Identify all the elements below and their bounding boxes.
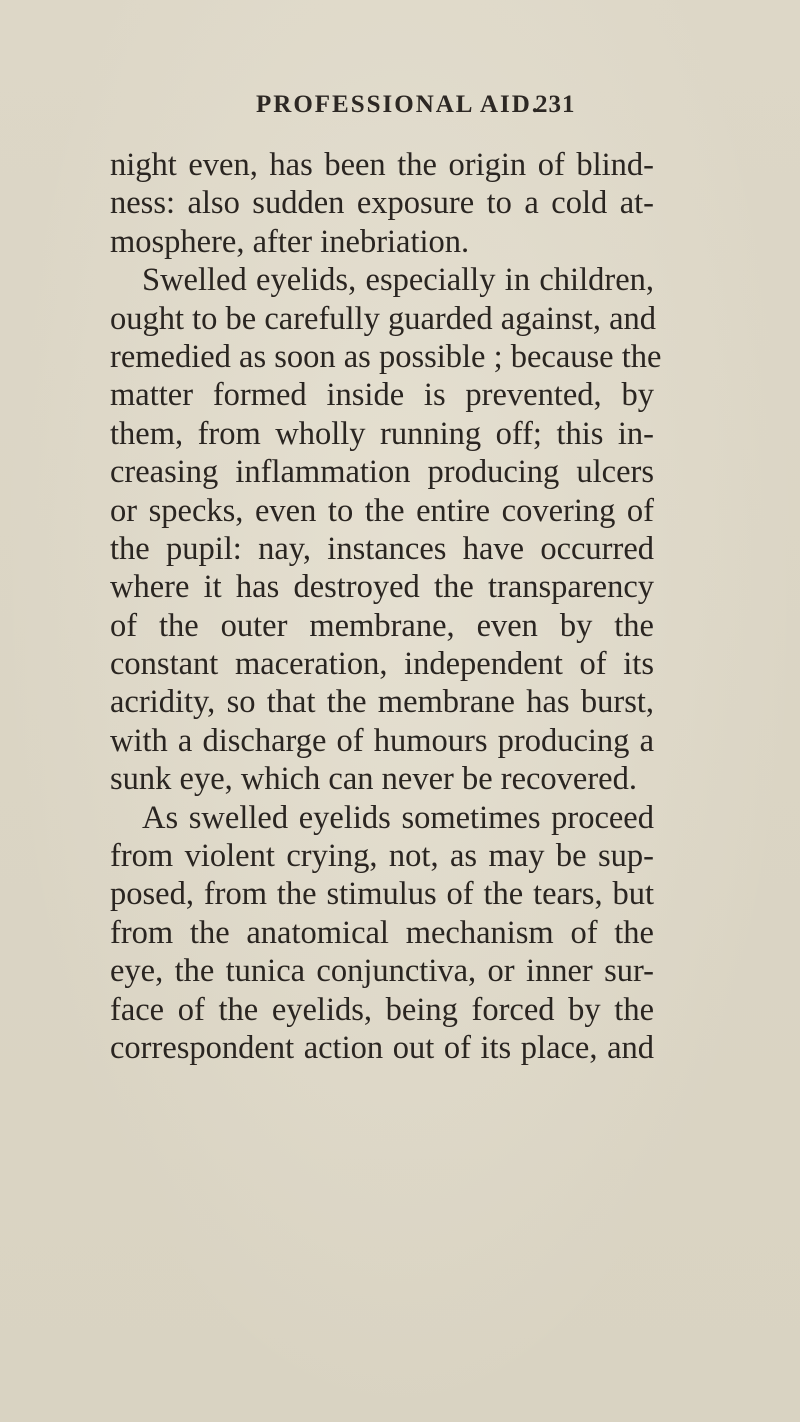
text-line: sunk eye, which can never be recovered.: [110, 761, 637, 798]
text-line: matter formed inside is prevented, by: [110, 377, 654, 414]
text-line: where it has destroyed the transparency: [110, 569, 654, 606]
text-line: of the outer membrane, even by the: [110, 607, 654, 644]
text-line: or specks, even to the entire covering of: [110, 492, 654, 529]
text-line: mosphere, after inebriation.: [110, 223, 470, 260]
paragraph-start-line: As swelled eyelids sometimes proceed: [142, 799, 654, 836]
text-line: remedied as soon as possible ; because the: [110, 338, 662, 375]
text-line: ness: also sudden exposure to a cold at-: [110, 185, 654, 222]
text-line: from violent crying, not, as may be sup-: [110, 838, 654, 875]
text-line: face of the eyelids, being forced by the: [110, 991, 654, 1028]
body-text: [110, 146, 662, 1067]
running-head: [256, 91, 736, 131]
text-line: correspondent action out of its place, and: [110, 1029, 654, 1066]
paragraph-start-line: Swelled eyelids, especially in children,: [142, 262, 654, 299]
page-number: 231: [535, 91, 576, 118]
text-line: creasing inflammation producing ulcers: [110, 454, 654, 491]
text-line: constant maceration, independent of its: [110, 646, 654, 683]
text-line: posed, from the stimulus of the tears, but: [110, 876, 654, 913]
text-line: eye, the tunica conjunctiva, or inner sur-: [110, 953, 654, 990]
text-line: them, from wholly running off; this in-: [110, 415, 654, 452]
text-line: night even, has been the origin of blind-: [110, 147, 654, 183]
running-head-title: PROFESSIONAL AID.: [256, 91, 541, 118]
text-line: from the anatomical mechanism of the: [110, 914, 654, 951]
text-line: acridity, so that the membrane has burst,: [110, 684, 654, 721]
text-line: the pupil: nay, instances have occurred: [110, 530, 654, 567]
text-line: with a discharge of humours producing a: [110, 722, 654, 759]
text-line: ought to be carefully guarded against, and: [110, 300, 656, 337]
